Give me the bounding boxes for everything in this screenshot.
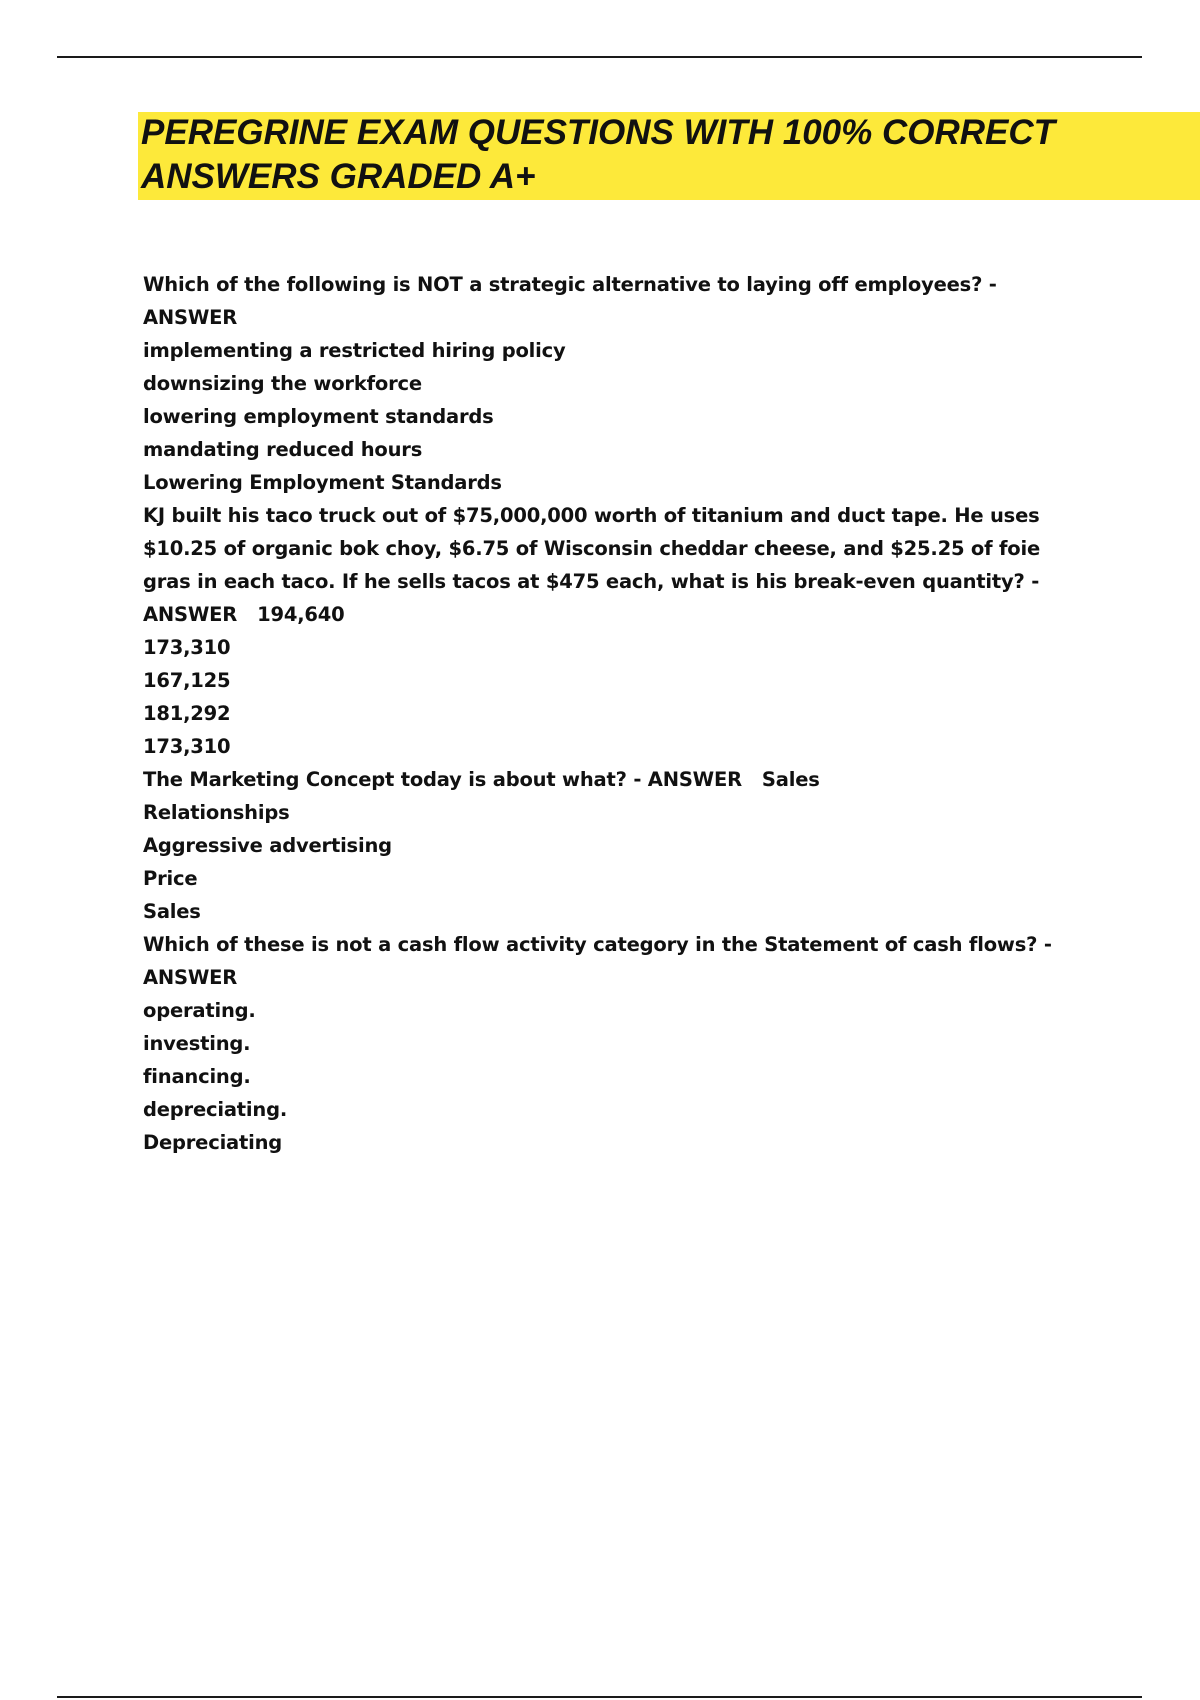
question-2-option-4: 181,292 [143,702,231,725]
question-1-option-2: downsizing the workforce [143,372,422,395]
question-3-answer: Sales [143,900,201,923]
question-2-option-3: 167,125 [143,669,231,692]
question-1-option-4: mandating reduced hours [143,438,423,461]
question-4-option-1: operating. [143,999,256,1022]
question-4-text: Which of these is not a cash flow activity category in the Statement of cash flows? - ANSWER [143,933,1052,989]
question-4-answer: Depreciating [143,1131,283,1154]
question-2 [143,499,1093,631]
document-body [143,268,1093,1159]
question-2-answer: 173,310 [143,735,231,758]
question-2-option-2: 173,310 [143,636,231,659]
question-1-text: Which of the following is NOT a strategic alternative to laying off employees? - ANSWER [143,273,997,329]
bottom-rule [57,1696,1142,1698]
question-2-text: KJ built his taco truck out of $75,000,000 worth of titanium and duct tape. He uses $10.25 of organic bok choy, $6.75 of Wisconsin cheddar cheese, and $25.25 of foie gras in each taco. If he sells tacos at $475 each, what is his break-even quantity? - ANSWER [143,504,1040,626]
question-3-option-4: Price [143,867,198,890]
question-3-option-1: Sales [761,768,820,791]
question-1-option-3: lowering employment standards [143,405,494,428]
question-4-option-2: investing. [143,1032,251,1055]
question-4-option-3: financing. [143,1065,251,1088]
question-3-text: The Marketing Concept today is about what? - ANSWER [143,768,742,791]
question-4-option-4: depreciating. [143,1098,288,1121]
question-1-option-1: implementing a restricted hiring policy [143,339,566,362]
question-1-answer: Lowering Employment Standards [143,471,502,494]
document-title: PEREGRINE EXAM QUESTIONS WITH 100% CORRECT ANSWERS GRADED A+ [141,113,1056,196]
question-3 [143,763,1093,796]
top-rule [57,56,1142,58]
question-1 [143,268,1093,367]
question-3-option-2: Relationships [143,801,290,824]
question-2-option-1: 194,640 [257,603,345,626]
question-3-option-3: Aggressive advertising [143,834,392,857]
question-4 [143,928,1093,1027]
